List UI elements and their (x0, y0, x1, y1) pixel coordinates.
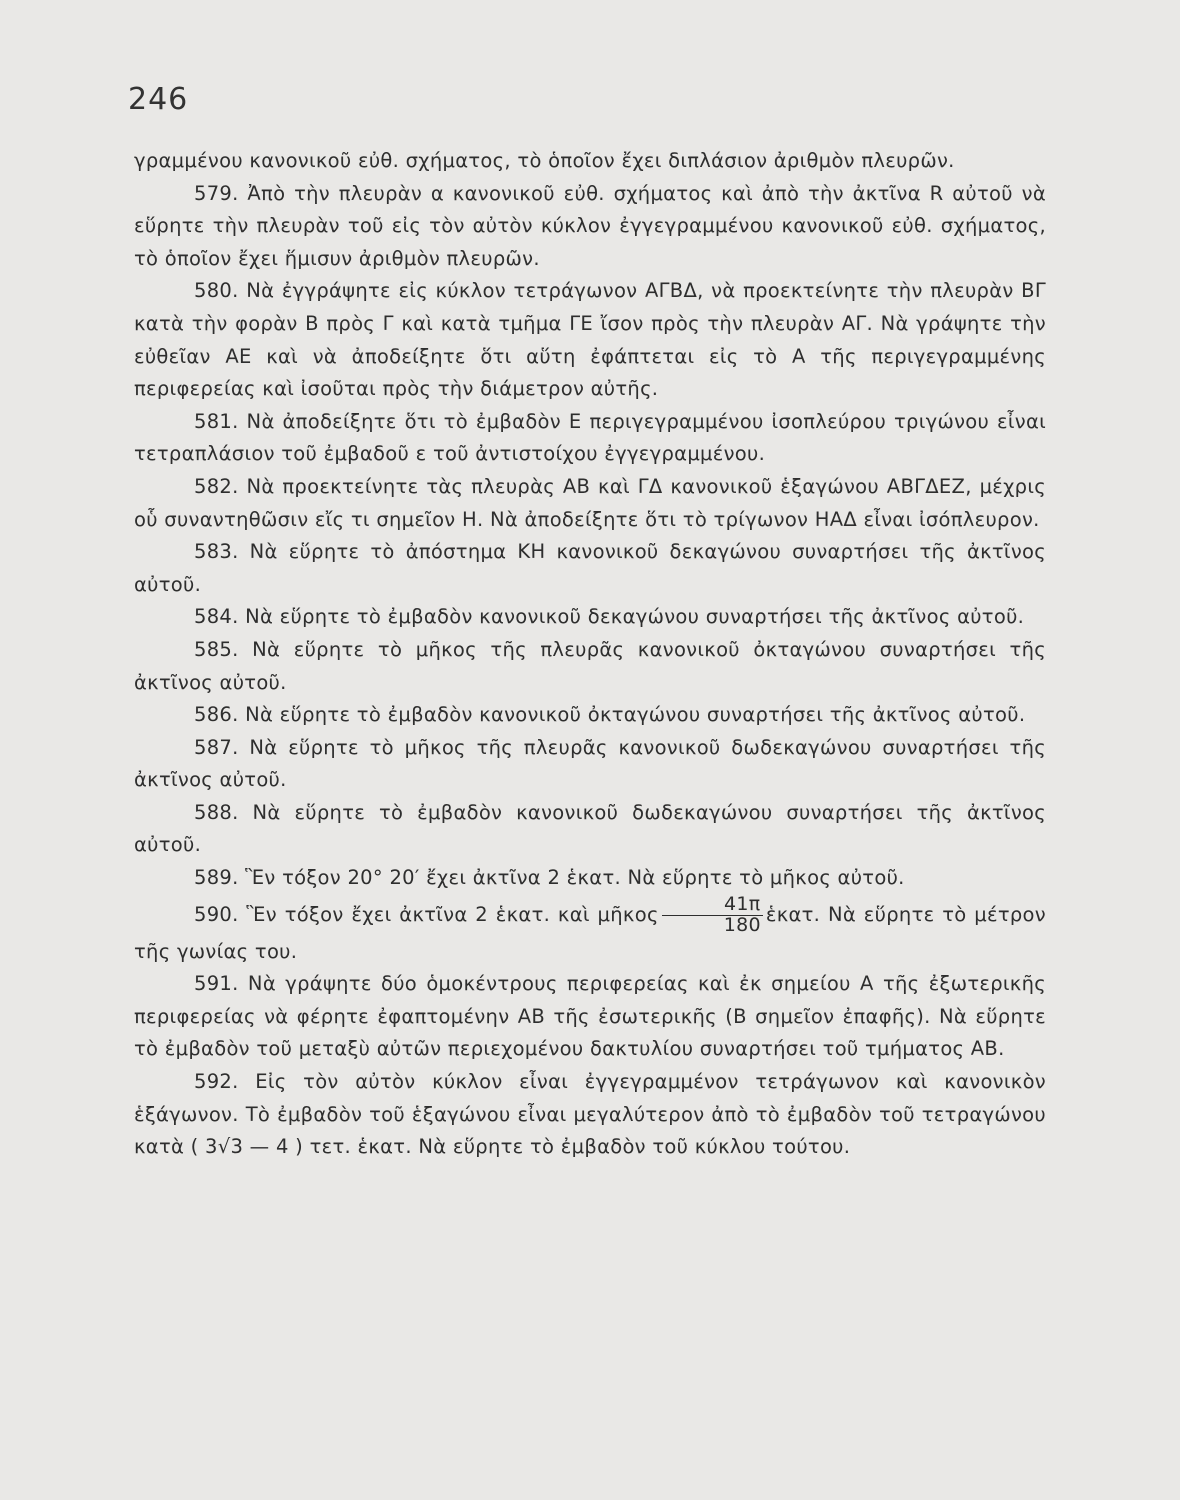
text-body (134, 145, 1046, 1164)
fraction-denominator: 180 (723, 913, 761, 936)
exercise-592: 592. Εἰς τὸν αὐτὸν κύκλον εἶναι ἐγγεγραμμένον τετράγωνον καὶ κανονικὸν ἑξάγωνον. Τὸ ἐμβαδὸν τοῦ ἑξαγώνου εἶναι μεγαλύτερον ἀπὸ τὸ ἐμβαδὸν τοῦ τετραγώνου κατὰ ( 3√3 — 4 ) τετ. ἑκατ. Νὰ εὕρητε τὸ ἐμβαδὸν τοῦ κύκλου τούτου. (134, 1069, 1046, 1159)
exercise-587: 587. Νὰ εὕρητε τὸ μῆκος τῆς πλευρᾶς κανονικοῦ δωδεκαγώνου συναρτήσει τῆς ἀκτῖνος αὐτοῦ. (134, 735, 1046, 792)
exercise-591: 591. Νὰ γράψητε δύο ὁμοκέντρους περιφερείας καὶ ἐκ σημείου Α τῆς ἐξωτερικῆς περιφερείας νὰ φέρητε ἐφαπτομένην ΑΒ τῆς ἐσωτερικῆς (Β σημεῖον ἐπαφῆς). Νὰ εὕρητε τὸ ἐμβαδὸν τοῦ μεταξὺ αὐτῶν περιεχομένου δακτυλίου συναρτήσει τοῦ τμήματος ΑΒ. (134, 972, 1046, 1061)
exercise-580: 580. Νὰ ἐγγράψητε εἰς κύκλον τετράγωνον ΑΓΒΔ, νὰ προεκτείνητε τὴν πλευρὰν ΒΓ κατὰ τὴν φορὰν Β πρὸς Γ καὶ κατὰ τμῆμα ΓΕ ἴσον πρὸς τὴν πλευρὰν ΑΓ. Νὰ γράψητε τὴν εὐθεῖαν ΑΕ καὶ νὰ ἀποδείξητε ὅτι αὕτη ἐφάπτεται εἰς τὸ Α τῆς περιγεγραμμένης περιφερείας καὶ ἰσοῦται πρὸς τὴν διάμετρον αὐτῆς. (134, 279, 1046, 401)
exercise-581: 581. Νὰ ἀποδείξητε ὅτι τὸ ἐμβαδὸν Ε περιγεγραμμένου ἰσοπλεύρου τριγώνου εἶναι τετραπλάσιον τοῦ ἐμβαδοῦ ε τοῦ ἀντιστοίχου ἐγγεγραμμένου. (134, 409, 1046, 466)
exercise-585: 585. Νὰ εὕρητε τὸ μῆκος τῆς πλευρᾶς κανονικοῦ ὀκταγώνου συναρτήσει τῆς ἀκτῖνος αὐτοῦ. (134, 637, 1046, 694)
exercise-588: 588. Νὰ εὕρητε τὸ ἐμβαδὸν κανονικοῦ δωδεκαγώνου συναρτήσει τῆς ἀκτῖνος αὐτοῦ. (134, 800, 1046, 857)
fraction-41pi-over-180 (662, 892, 763, 936)
exercise-586: 586. Νὰ εὕρητε τὸ ἐμβαδὸν κανονικοῦ ὀκταγώνου συναρτήσει τῆς ἀκτῖνος αὐτοῦ. (194, 703, 1026, 727)
exercise-582: 582. Νὰ προεκτείνητε τὰς πλευρὰς ΑΒ καὶ ΓΔ κανονικοῦ ἑξαγώνου ΑΒΓΔΕΖ, μέχρις οὗ συναντηθῶσιν εἴς τι σημεῖον Η. Νὰ ἀποδείξητε ὅτι τὸ τρίγωνον ΗΑΔ εἶναι ἰσόπλευρον. (134, 474, 1046, 531)
exercise-583: 583. Νὰ εὕρητε τὸ ἀπόστημα ΚΗ κανονικοῦ δεκαγώνου συναρτήσει τῆς ἀκτῖνος αὐτοῦ. (134, 540, 1046, 596)
exercise-590 (134, 892, 1046, 968)
fraction-numerator: 41π (662, 895, 763, 916)
exercise-589: 589. Ἓν τόξον 20° 20′ ἔχει ἀκτῖνα 2 ἑκατ. Νὰ εὕρητε τὸ μῆκος αὐτοῦ. (194, 866, 905, 890)
page-number: 246 (128, 82, 189, 117)
exercise-579: 579. Ἀπὸ τὴν πλευρὰν α κανονικοῦ εὐθ. σχήματος καὶ ἀπὸ τὴν ἀκτῖνα R αὐτοῦ νὰ εὕρητε τὴν πλευρὰν τοῦ εἰς τὸν αὐτὸν κύκλον ἐγγεγραμμένου κανονικοῦ εὐθ. σχήματος, τὸ ὁποῖον ἔχει ἥμισυν ἀριθμὸν πλευρῶν. (134, 181, 1046, 270)
exercise-584: 584. Νὰ εὕρητε τὸ ἐμβαδὸν κανονικοῦ δεκαγώνου συναρτήσει τῆς ἀκτῖνος αὐτοῦ. (194, 605, 1025, 629)
intro-paragraph: γραμμένου κανονικοῦ εὐθ. σχήματος, τὸ ὁποῖον ἔχει διπλάσιον ἀριθμὸν πλευρῶν. (134, 149, 955, 172)
exercise-590-before: 590. Ἓν τόξον ἔχει ἀκτῖνα 2 ἑκατ. καὶ μῆκος (194, 902, 659, 926)
exercise-590-after: ἑκατ. Νὰ εὕρητε τὸ μέτρον τῆς γωνίας του. (134, 902, 1046, 963)
